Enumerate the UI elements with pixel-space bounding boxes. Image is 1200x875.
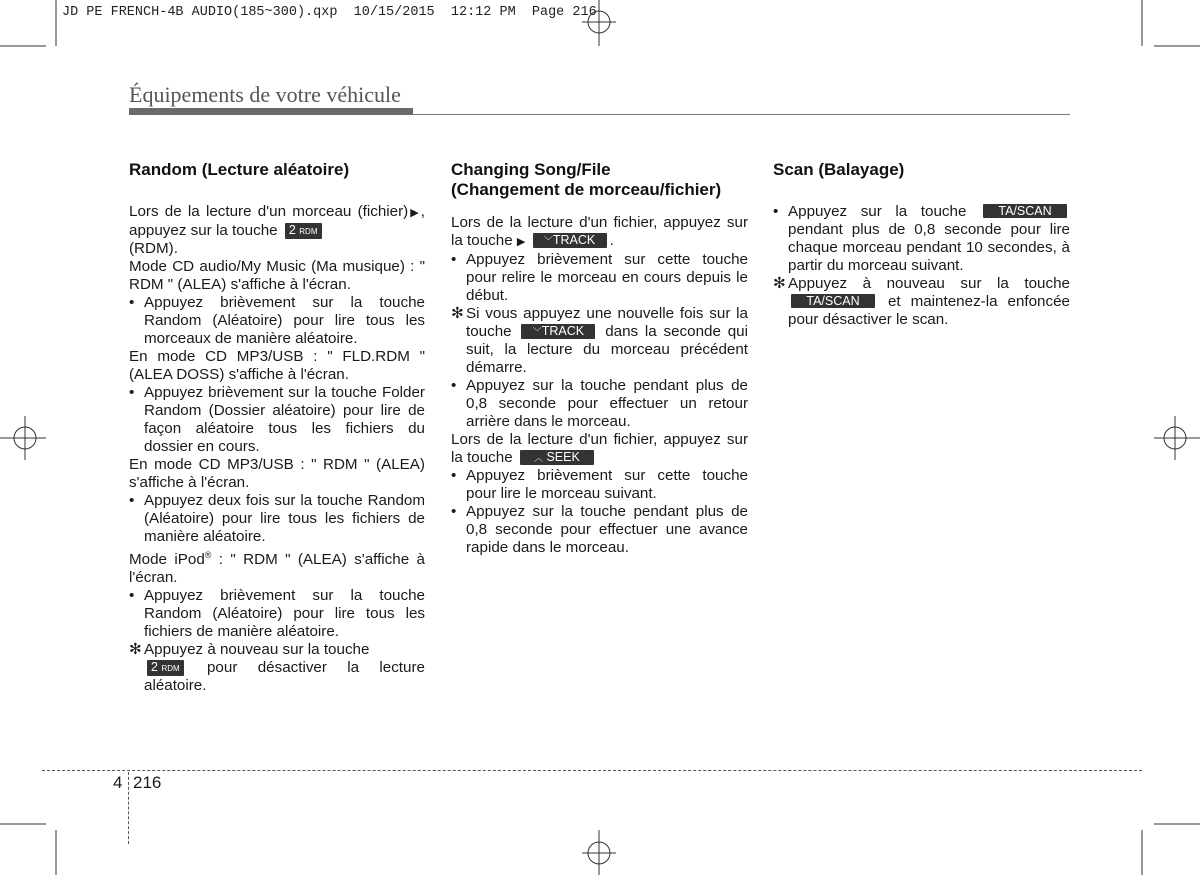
seek-button-icon: ︿ SEEK: [520, 450, 594, 465]
title-rule: [413, 114, 1070, 115]
note-item: ✻ Appuyez à nouveau sur la touche 2 RDM pour désactiver la lecture aléatoire.: [129, 641, 425, 695]
paragraph-cd-mode: Mode CD audio/My Music (Ma musique) : " RDM " (ALEA) s'affiche à l'écran.: [129, 258, 425, 293]
paragraph-mp3-fld: En mode CD MP3/USB : " FLD.RDM " (ALEA DOSS) s'affiche à l'écran.: [129, 348, 425, 383]
track-button-icon: ﹀TRACK: [533, 233, 607, 248]
heading-random: Random (Lecture aléatoire): [129, 160, 350, 179]
heading-changing-song: Changing Song/File (Changement de morceau/fichier): [451, 160, 722, 199]
heading-scan: Scan (Balayage): [773, 160, 905, 179]
list-item: • Appuyez brièvement sur la touche Folder Random (Dossier aléatoire) pour lire de façon aléatoire tous les fichiers du dossier en cours.: [129, 384, 425, 455]
footer-divider: [128, 772, 129, 844]
play-triangle-icon: ▶: [408, 207, 421, 219]
column-changing-song: [451, 160, 748, 557]
paragraph-random-intro: Lors de la lecture d'un morceau (fichier)▶, appuyez sur la touche 2 RDM (RDM).: [129, 203, 425, 257]
footer-rule: [42, 770, 1142, 771]
paragraph-ipod: Mode iPod® : " RDM " (ALEA) s'affiche à l'écran.: [129, 550, 425, 587]
paragraph-seek-intro: Lors de la lecture d'un fichier, appuyez sur la touche ︿ SEEK: [451, 431, 748, 466]
rdm-button-icon: 2 RDM: [147, 660, 184, 676]
note-asterisk-icon: ✻: [451, 305, 464, 322]
registration-mark-left: [0, 416, 46, 460]
list-item: • Appuyez deux fois sur la touche Random (Aléatoire) pour lire tous les fichiers de manière aléatoire.: [129, 492, 425, 545]
scan-button-icon: TA/SCAN: [791, 294, 875, 308]
scan-button-icon: TA/SCAN: [983, 204, 1067, 218]
list-item: • Appuyez brièvement sur la touche Random (Aléatoire) pour lire tous les fichiers de manière aléatoire.: [129, 587, 425, 641]
note-item: ✻ Si vous appuyez une nouvelle fois sur la touche ﹀TRACK dans la seconde qui suit, la lecture du morceau précédent démarre.: [451, 305, 748, 376]
column-scan: [773, 160, 1070, 329]
registration-mark-right: [1154, 416, 1200, 460]
chapter-number: 4: [113, 773, 123, 792]
play-triangle-icon: ▶: [516, 236, 526, 248]
note-item: ✻ Appuyez à nouveau sur la touche TA/SCAN et maintenez-la enfoncée pour désactiver le scan.: [773, 275, 1070, 328]
paragraph-track-intro: Lors de la lecture d'un fichier, appuyez sur la touche ▶ ﹀TRACK .: [451, 214, 748, 249]
list-item: • Appuyez brièvement sur la touche Random (Aléatoire) pour lire tous les morceaux de manière aléatoire.: [129, 294, 425, 347]
column-random: [129, 160, 425, 695]
list-item: • Appuyez sur la touche TA/SCAN pendant plus de 0,8 seconde pour lire chaque morceau pendant 10 secondes, à partir du morceau suivant.: [773, 203, 1070, 274]
note-asterisk-icon: ✻: [129, 641, 142, 659]
print-slug: JD PE FRENCH-4B AUDIO(185~300).qxp 10/15/2015 12:12 PM Page 216: [62, 5, 597, 20]
page-number: 216: [133, 773, 162, 792]
list-item: • Appuyez brièvement sur cette touche pour lire le morceau suivant.: [451, 467, 748, 502]
registration-mark-bottom: [582, 830, 616, 875]
list-item: • Appuyez sur la touche pendant plus de 0,8 seconde pour effectuer un retour arrière dans le morceau.: [451, 377, 748, 430]
list-item: • Appuyez brièvement sur cette touche pour relire le morceau en cours depuis le début.: [451, 251, 748, 304]
track-button-icon: ﹀TRACK: [521, 324, 595, 339]
paragraph-mp3-rdm: En mode CD MP3/USB : " RDM " (ALEA) s'affiche à l'écran.: [129, 456, 425, 491]
note-asterisk-icon: ✻: [773, 275, 786, 292]
list-item: • Appuyez sur la touche pendant plus de 0,8 seconde pour effectuer une avance rapide dans le morceau.: [451, 503, 748, 556]
rdm-button-icon: 2 RDM: [285, 223, 322, 239]
title-bar: [129, 108, 413, 115]
section-title: Équipements de votre véhicule: [129, 82, 401, 107]
